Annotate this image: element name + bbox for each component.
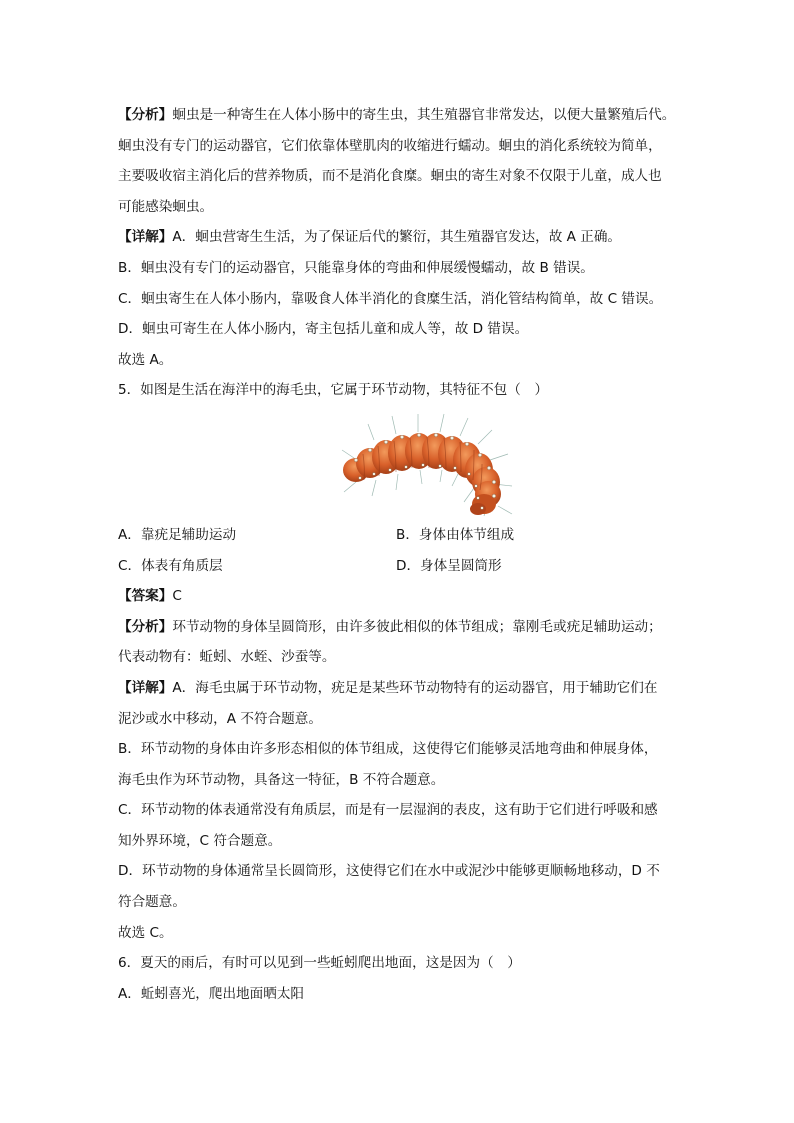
q5-detail-line-4: 海毛虫作为环节动物，具备这一特征，B 不符合题意。 [118, 771, 445, 788]
q5-analysis-line-1 [118, 612, 688, 643]
answer-value: C [172, 588, 182, 605]
q4-detail-line-d: D．蛔虫可寄生在人体小肠内，寄主包括儿童和成人等，故 D 错误。 [118, 321, 529, 338]
q5-detail-line-1 [118, 673, 688, 704]
q5-detail-line-6: 知外界环境，C 符合题意。 [118, 832, 282, 849]
answer-tag: 【答案】 [118, 588, 173, 605]
q5-options-row-1 [118, 520, 688, 551]
q4-analysis-line-4: 可能感染蛔虫。 [118, 198, 214, 215]
q6-stem: 6．夏天的雨后，有时可以见到一些蚯蚓爬出地面，这是因为（ ） [118, 955, 521, 972]
analysis-text: 环节动物的身体呈圆筒形，由许多彼此相似的体节组成；靠刚毛或疣足辅助运动； [172, 618, 662, 635]
detail-text: A．蛔虫营寄生生活，为了保证后代的繁衍，其生殖器官发达，故 A 正确。 [172, 229, 622, 246]
q5-detail-line-3: B．环节动物的身体由许多形态相似的体节组成，这使得它们能够灵活地弯曲和伸展身体， [118, 741, 658, 758]
detail-text: A．海毛虫属于环节动物，疣足是某些环节动物特有的运动器官，用于辅助它们在 [172, 679, 658, 696]
analysis-tag: 【分析】 [118, 618, 173, 635]
q5-detail-line-8: 符合题意。 [118, 894, 186, 911]
q5-conclusion: 故选 C。 [118, 924, 173, 941]
sea-caterpillar-figure [334, 410, 524, 520]
q5-stem: 5．如图是生活在海洋中的海毛虫，它属于环节动物，其特征不包（ ） [118, 382, 549, 399]
document-content [118, 100, 688, 1009]
body-segments [343, 433, 501, 515]
q4-detail-line-c: C．蛔虫寄生在人体小肠内，靠吸食人体半消化的食糜生活，消化管结构简单，故 C 错误。 [118, 290, 663, 307]
analysis-tag: 【分析】 [118, 107, 173, 123]
q4-analysis-line-2: 蛔虫没有专门的运动器官，它们依靠体壁肌肉的收缩进行蠕动。蛔虫的消化系统较为简单， [118, 137, 662, 154]
q5-option-d: D．身体呈圆筒形 [396, 557, 502, 574]
q4-analysis-line-3: 主要吸收宿主消化后的营养物质，而不是消化食糜。蛔虫的寄生对象不仅限于儿童，成人也 [118, 168, 662, 185]
q5-detail-line-7: D．环节动物的身体通常呈长圆筒形，这使得它们在水中或泥沙中能够更顺畅地移动，D 不 [118, 863, 660, 880]
q5-option-a: A．靠疣足辅助运动 [118, 526, 237, 543]
q5-analysis-line-2: 代表动物有：蚯蚓、水蛭、沙蚕等。 [118, 649, 336, 666]
q5-option-b: B．身体由体节组成 [396, 526, 515, 543]
detail-tag: 【详解】 [118, 679, 173, 696]
q4-detail-line-b: B．蛔虫没有专门的运动器官，只能靠身体的弯曲和伸展缓慢蠕动，故 B 错误。 [118, 259, 594, 276]
analysis-text: 蛔虫是一种寄生在人体小肠中的寄生虫，其生殖器官非常发达，以便大量繁殖后代。 [172, 107, 676, 123]
q4-detail-line-a [118, 222, 688, 253]
q5-detail-line-2: 泥沙或水中移动，A 不符合题意。 [118, 710, 322, 727]
q5-options-row-2 [118, 551, 688, 582]
q5-detail-line-5: C．环节动物的体表通常没有角质层，而是有一层湿润的表皮，这有助于它们进行呼吸和感 [118, 802, 658, 819]
q5-answer [118, 581, 688, 612]
q5-option-c: C．体表有角质层 [118, 557, 223, 574]
q6-option-a: A．蚯蚓喜光，爬出地面晒太阳 [118, 985, 305, 1002]
q4-conclusion: 故选 A。 [118, 351, 173, 368]
q4-analysis-line-1 [118, 100, 688, 131]
detail-tag: 【详解】 [118, 229, 173, 246]
